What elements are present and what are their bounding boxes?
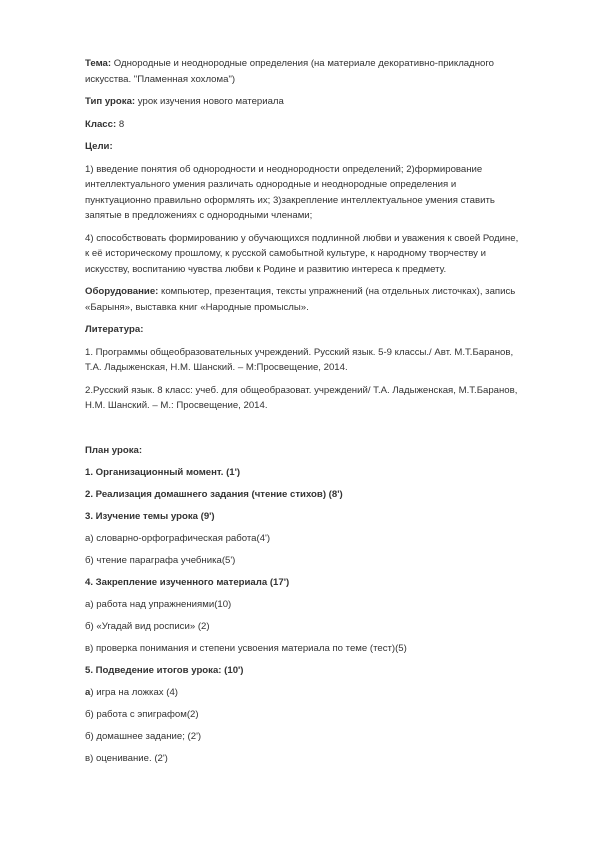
topic-line xyxy=(85,56,525,87)
topic-label: Тема: xyxy=(85,58,112,69)
goals-heading: Цели: xyxy=(85,141,113,152)
plan-step-3a: а) словарно-орфографическая работа(4') xyxy=(85,532,271,544)
plan-step-4c: в) проверка понимания и степени усвоения материала по теме (тест)(5) xyxy=(85,642,407,654)
plan-step-5a-letter: а xyxy=(85,686,91,698)
plan-step-5c: б) домашнее задание; (2') xyxy=(85,730,202,742)
equipment-line xyxy=(85,284,525,315)
lesson-type-value: урок изучения нового материала xyxy=(135,96,284,107)
lesson-type-line xyxy=(85,94,525,110)
document-page xyxy=(85,56,525,773)
equipment-value: компьютер, презентация, тексты упражнений (на отдельных листочках), запись «Барыня», выставка книг «Народные промыслы». xyxy=(85,286,516,313)
plan-step-3b: б) чтение параграфа учебника(5') xyxy=(85,554,236,566)
literature-item-1: 1. Программы общеобразовательных учреждений. Русский язык. 5-9 классы./ Авт. М.Т.Баранов, Т.А. Ладыженская, Н.М. Шанский. – М:Просвещение, 2014. xyxy=(85,346,514,373)
literature-heading: Литература: xyxy=(85,324,144,335)
class-line xyxy=(85,117,525,133)
plan-step-5b: б) работа с эпиграфом(2) xyxy=(85,708,199,720)
plan-step-1: 1. Организационный момент. (1') xyxy=(85,466,241,478)
plan-step-4b: б) «Угадай вид росписи» (2) xyxy=(85,620,210,632)
lesson-type-label: Тип урока: xyxy=(85,96,136,107)
plan-step-5a xyxy=(85,685,525,701)
plan-step-2: 2. Реализация домашнего задания (чтение стихов) (8') xyxy=(85,488,343,500)
class-value: 8 xyxy=(116,118,125,130)
class-label: Класс: xyxy=(85,118,117,130)
goal-paragraph-2: 4) способствовать формированию у обучающихся подлинной любви и уважения к своей Родине, к её историческому прошлому, к русской самобытной культуре, к народному творчеству и искусству, воспитанию чувства любви к Родине и развитию интереса к предмету. xyxy=(85,232,519,275)
plan-step-5: 5. Подведение итогов урока: (10') xyxy=(85,664,244,676)
plan-step-3: 3. Изучение темы урока (9') xyxy=(85,510,215,522)
equipment-label: Оборудование: xyxy=(85,286,159,297)
literature-item-2: 2.Русский язык. 8 класс: учеб. для общеобразоват. учреждений/ Т.А. Ладыженская, М.Т.Баранов, Н.М. Шанский. – М.: Просвещение, 2014. xyxy=(85,384,518,411)
goal-paragraph-1: 1) введение понятия об однородности и неоднородности определений; 2)формирование интеллектуального умения различать однородные и неоднородные определения и пунктуационно правильно оформлять их; 3)закрепление интеллектуальное умения ставить запятые в предложениях с однородными членами; xyxy=(85,163,495,221)
plan-step-5d: в) оценивание. (2') xyxy=(85,752,168,764)
plan-heading: План урока: xyxy=(85,444,143,456)
plan-step-4a: а) работа над упражнениями(10) xyxy=(85,598,232,610)
plan-step-4: 4. Закрепление изученного материала (17') xyxy=(85,576,290,588)
topic-value: Однородные и неоднородные определения (на материале декоративно-прикладного искусства. "Пламенная хохлома") xyxy=(85,58,494,85)
spacer xyxy=(85,421,525,443)
plan-step-5a-text: ) игра на ложках (4) xyxy=(90,686,178,698)
